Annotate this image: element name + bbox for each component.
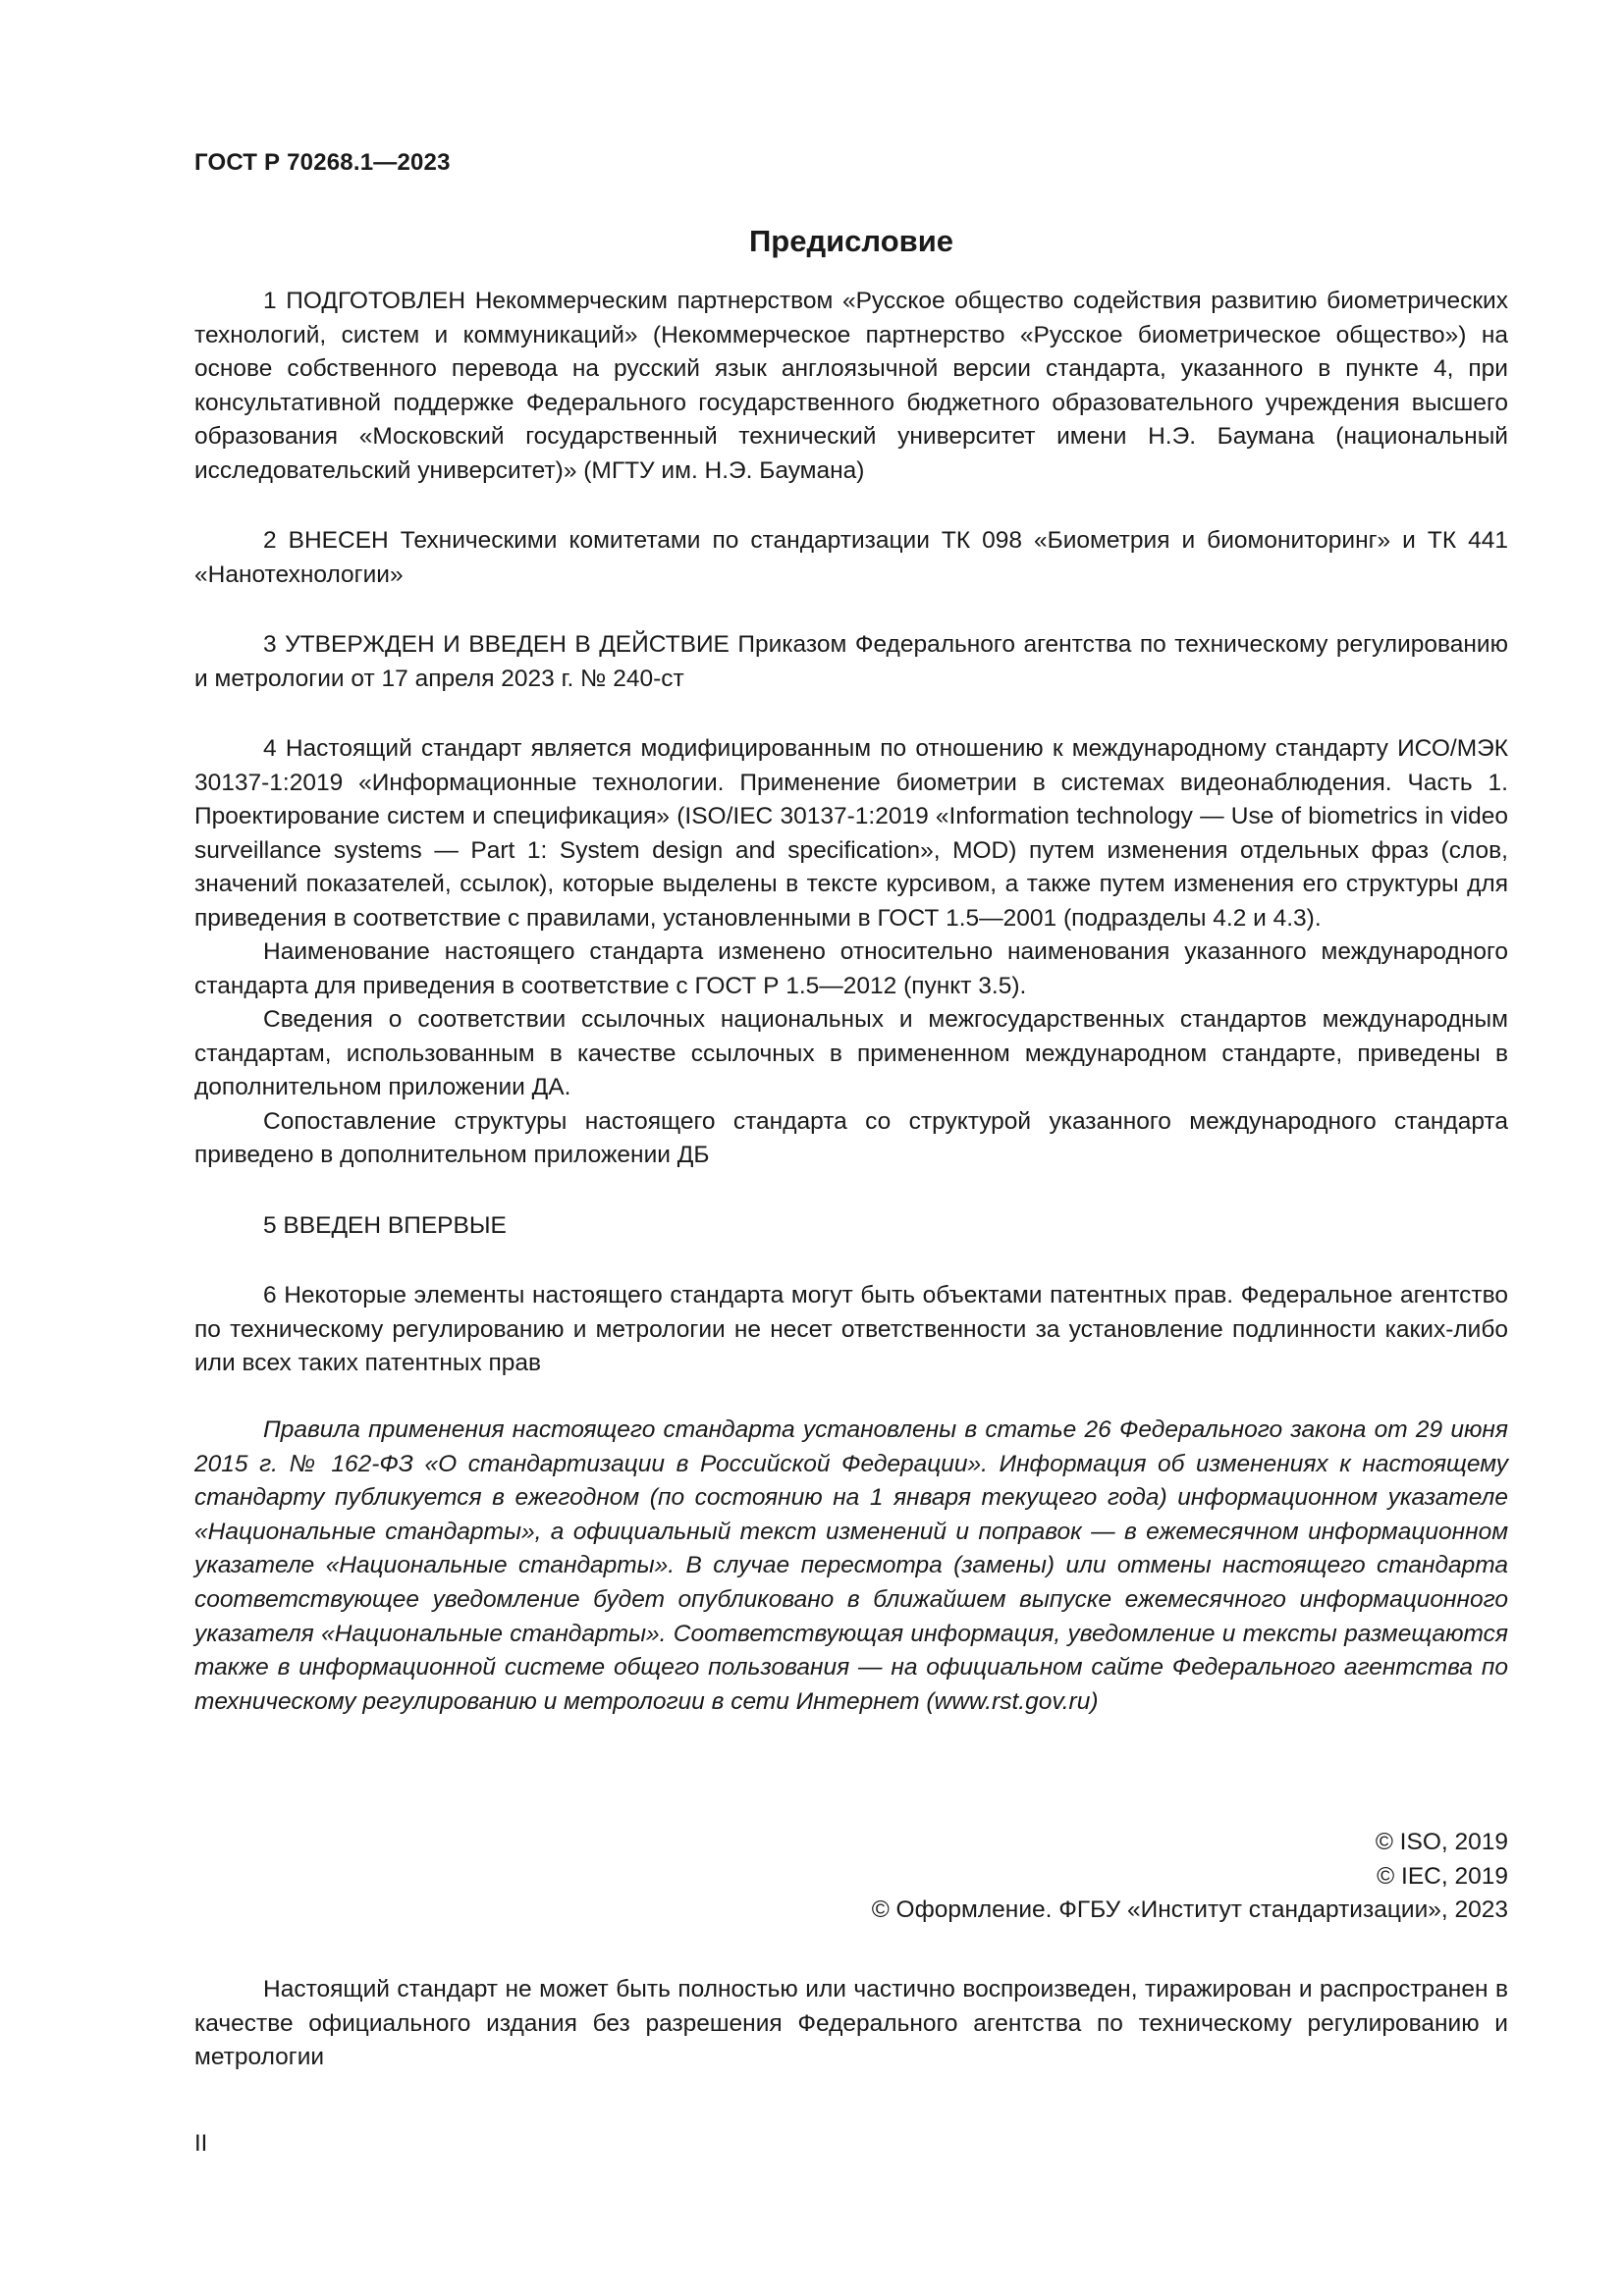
- paragraph-approved: 3 УТВЕРЖДЕН И ВВЕДЕН В ДЕЙСТВИЕ Приказом Федерального агентства по техническому регулированию и метрологии от 17 апреля 2023 г. № 240-ст: [194, 631, 1508, 692]
- paragraph-introduced-by: 2 ВНЕСЕН Техническими комитетами по стандартизации ТК 098 «Биометрия и биомониторинг» и ТК 441 «Нанотехнологии»: [194, 527, 1508, 588]
- paragraph-patents: 6 Некоторые элементы настоящего стандарта могут быть объектами патентных прав. Федеральное агентство по техническому регулированию и метрологии не несет ответственности за установление подлинности каких-либо или всех таких патентных прав: [194, 1282, 1508, 1376]
- preface-body: [194, 285, 1508, 1381]
- copyright-design: © Оформление. ФГБУ «Институт стандартизации», 2023: [871, 1896, 1508, 1924]
- paragraph-references: Сведения о соответствии ссылочных национальных и межгосударственных стандартов международным стандартам, использованным в качестве ссылочных в примененном международном стандарте, приведены в дополнительном приложении ДА.: [194, 1006, 1508, 1100]
- reproduction-notice: Настоящий стандарт не может быть полностью или частично воспроизведен, тиражирован и распространен в качестве официального издания без разрешения Федерального агентства по техническому регулированию и метрологии: [194, 1976, 1508, 2071]
- paragraph-name-changed: Наименование настоящего стандарта изменено относительно наименования указанного международного стандарта для приведения в соответствие с ГОСТ Р 1.5—2012 (пункт 3.5).: [194, 938, 1508, 999]
- paragraph-prepared: 1 ПОДГОТОВЛЕН Некоммерческим партнерством «Русское общество содействия развитию биометрических технологий, систем и коммуникаций» (Некоммерческое партнерство «Русское биометрическое общество») на основе собственного перевода на русский язык англоязычной версии стандарта, указанного в пункте 4, при консультативной поддержке Федерального государственного бюджетного образовательного учреждения высшего образования «Московский государственный технический университет имени Н.Э. Баумана (национальный исследовательский университет)» (МГТУ им. Н.Э. Баумана): [194, 288, 1508, 484]
- page-title: Предисловие: [748, 224, 953, 258]
- copyright-iso: © ISO, 2019: [1375, 1829, 1508, 1855]
- application-rules-notice: Правила применения настоящего стандарта установлены в статье 26 Федерального закона от 29 июня 2015 г. № 162-ФЗ «О стандартизации в Российской Федерации». Информация об изменениях к настоящему стандарту публикуется в ежегодном (по состоянию на 1 января текущего года) информационном указателе «Национальные стандарты», а официальный текст изменений и поправок — в ежемесячном информационном указателе «Национальные стандарты». В случае пересмотра (замены) или отмены настоящего стандарта соответствующее уведомление будет опубликовано в ближайшем выпуске ежемесячного информационного указателя «Национальные стандарты». Соответствующая информация, уведомление и тексты размещаются также в информационной системе общего пользования — на официальном сайте Федерального агентства по техническому регулированию и метрологии в сети Интернет (www.rst.gov.ru): [194, 1416, 1508, 1715]
- copyright-block: [194, 1826, 1508, 1928]
- document-code: ГОСТ Р 70268.1—2023: [194, 149, 451, 176]
- page-number: II: [194, 2130, 208, 2157]
- paragraph-structure: Сопоставление структуры настоящего стандарта со структурой указанного международного стандарта приведено в дополнительном приложении ДБ: [194, 1107, 1508, 1168]
- copyright-iec: © IEC, 2019: [1377, 1862, 1508, 1890]
- paragraph-modified: 4 Настоящий стандарт является модифицированным по отношению к международному стандарту ИСО/МЭК 30137-1:2019 «Информационные технологии. Применение биометрии в системах видеонаблюдения. Часть 1. Проектирование систем и спецификация» (ISO/IEC 30137-1:2019 «Information technology — Use of biometrics in video surveillance systems — Part 1: System design and specification», MOD) путем изменения отдельных фраз (слов, значений показателей, ссылок), которые выделены в тексте курсивом, а также путем изменения его структуры для приведения в соответствие с правилами, установленными в ГОСТ 1.5—2001 (подразделы 4.2 и 4.3).: [194, 735, 1508, 932]
- paragraph-first-introduced: 5 ВВЕДЕН ВПЕРВЫЕ: [263, 1211, 507, 1239]
